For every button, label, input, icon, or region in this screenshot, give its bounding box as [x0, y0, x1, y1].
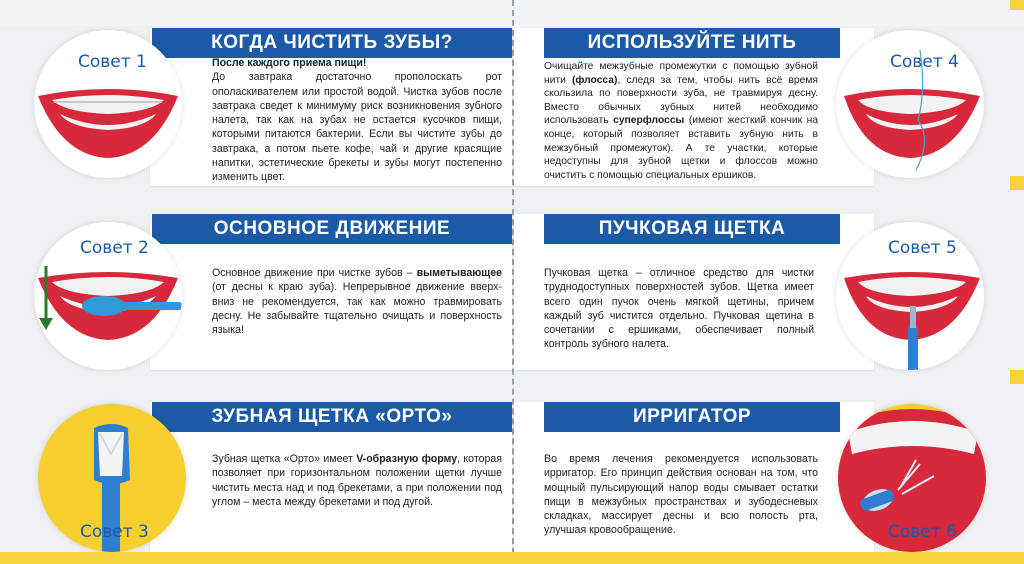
tip-3-title: ЗУБНАЯ ЩЕТКА «ОРТО» — [152, 402, 512, 432]
tip-5-text: Пучковая щетка – отличное средство для чистки труднодоступных поверхностей зубов. Щетка имеет всего один пучок очень мягкой щетины, причем каждый зуб чистится отдельно. Пучковая щетина в сочетании с ершиками, обеспечивает полный контроль зубного налета. — [544, 267, 814, 351]
tip-4-text-c: (имеют жесткий кончик на конце, который позволяет вставить зубную нить в межзубный промежуток). А те участки, которые недоступны для зубной щетки и флоссов можно очистить с помощью специальных ершиков. — [544, 115, 818, 181]
bottom-decor-strip — [0, 552, 1024, 564]
tip-2-text-a: Основное движение при чистке зубов – — [212, 267, 417, 279]
tip-3-text-a: Зубная щетка «Орто» имеет — [212, 453, 357, 465]
tip-1-text — [212, 56, 502, 185]
tip-2-bold: выметывающее — [416, 267, 502, 279]
tip-5-title: ПУЧКОВАЯ ЩЕТКА — [544, 214, 840, 244]
tip-6-text: Во время лечения рекомендуется использовать ирригатор. Его принцип действия основан на том, что мощный пульсирующий напор воды смывает остатки пищи в межзубных пространствах и зубодесневых складках, массирует десны и всю полость рта, улучшая кровообращение. — [544, 453, 818, 537]
tip-4-text — [544, 60, 818, 182]
tip-5-label: Совет 5 — [888, 238, 957, 258]
tip-4-bold-a: (флосса) — [571, 74, 618, 86]
tip-3-label: Совет 3 — [80, 522, 149, 542]
tip-2-text — [212, 266, 502, 337]
tip-1-title: КОГДА ЧИСТИТЬ ЗУБЫ? — [152, 28, 512, 58]
tip-4-label: Совет 4 — [890, 52, 959, 72]
tip-1-label: Совет 1 — [78, 52, 147, 72]
decor-edge — [1010, 0, 1024, 10]
tip-3-text-b: , которая позволяет при горизонтальном положении щетки лучше чистить места над и под брекетами, а при положении под углом – места между брекетами и под дугой. — [212, 453, 502, 508]
tip-1-lead: После каждого приема пищи! — [212, 57, 367, 69]
tip-4-text-a: Очищайте межзубные промежутки с помощью зубной нити — [544, 61, 818, 86]
tip-2-text-b: (от десны к краю зуба). Непрерывное движение вверх-вниз не рекомендуется, так как можно травмировать десну. Не забывайте тщательно очищать и поверхность языка! — [212, 281, 502, 337]
tip-2-title: ОСНОВНОЕ ДВИЖЕНИЕ — [152, 214, 512, 244]
tip-4-bold-b: суперфлоссы — [613, 115, 685, 127]
tip-3-bold: V-образную форму — [356, 453, 458, 465]
decor-edge — [1010, 370, 1024, 384]
tip-3-text — [212, 452, 502, 509]
tip-6-label: Совет 6 — [888, 522, 957, 542]
tip-2-label: Совет 2 — [80, 238, 149, 258]
tip-4-title: ИСПОЛЬЗУЙТЕ НИТЬ — [544, 28, 840, 58]
tip-1-body: До завтрака достаточно прополоскать рот ополаскивателем или простой водой. Чистка зубов после завтрака сведет к минимуму риск возникновения зубного налета, так как на зубах не остается кусочков пищи, которыми питаются бактерии. Если вы чистите зубы до завтрака, а потом пьете кофе, чай и другие красящие напитки, эстетические брекеты и зубы могут постепенно изменить цвет. — [212, 71, 502, 184]
decor-edge — [1010, 176, 1024, 190]
tip-4-text-b: , следя за тем, чтобы нить всё время скользила по поверхности зуба, не травмируя десну. Вместо обычных зубных нитей необходимо использовать — [544, 74, 818, 127]
tip-6-title: ИРРИГАТОР — [544, 402, 840, 432]
